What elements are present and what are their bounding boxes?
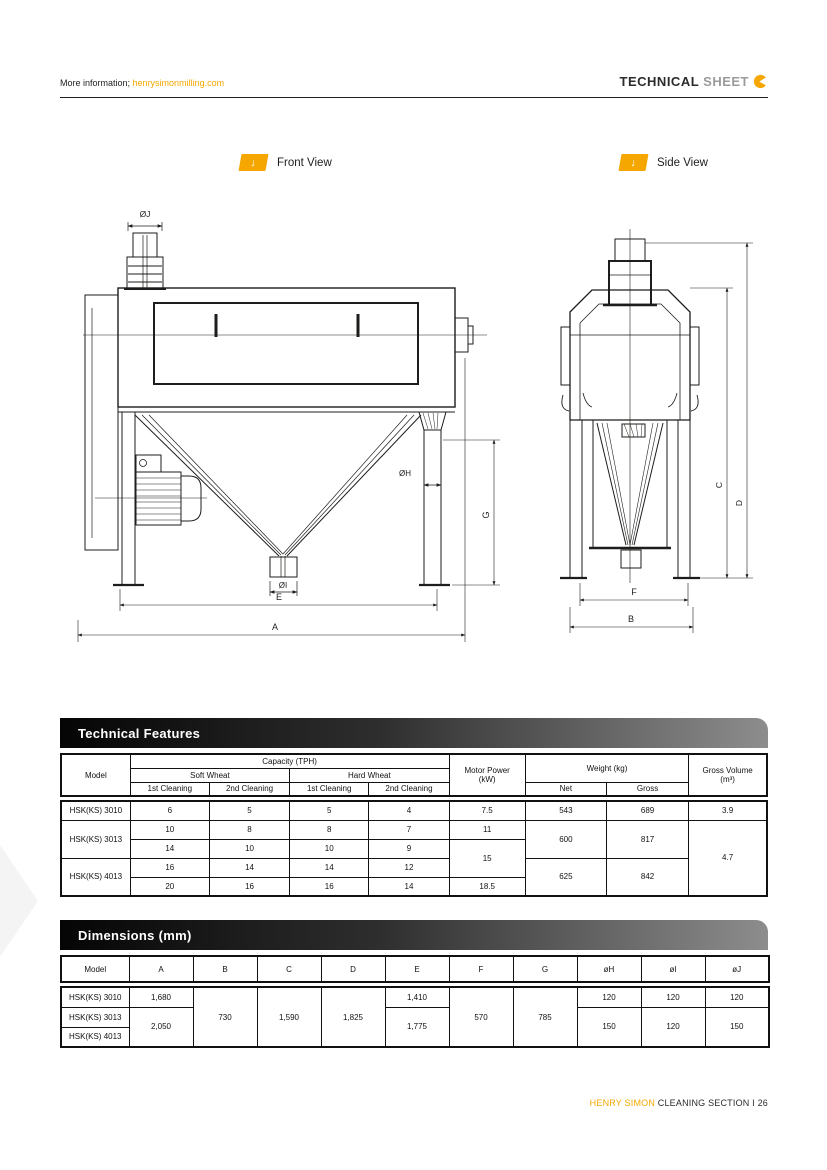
motor-power-line1: Motor Power — [464, 766, 510, 775]
cell-value: 8 — [209, 820, 289, 839]
brand-technical: TECHNICAL — [619, 74, 700, 89]
more-information-text — [60, 78, 224, 88]
cell-value: 1,590 — [257, 987, 321, 1047]
cell-value: 817 — [606, 820, 688, 858]
cell-value: 4 — [369, 801, 449, 820]
col-model: Model — [61, 956, 129, 982]
col-b: B — [193, 956, 257, 982]
label-dim-a: A — [271, 622, 279, 632]
col-1st-cleaning: 1st Cleaning — [290, 782, 369, 796]
label-dim-b: B — [627, 614, 635, 624]
cell-value: 16 — [290, 877, 369, 896]
col-hard-wheat: Hard Wheat — [290, 768, 449, 782]
col-a: A — [129, 956, 193, 982]
label-dim-c: C — [714, 481, 724, 489]
cell-value: 120 — [641, 987, 705, 1007]
col-oh: øH — [577, 956, 641, 982]
cell-value: 16 — [130, 858, 209, 877]
cell-value: 5 — [209, 801, 289, 820]
cell-model: HSK(KS) 4013 — [61, 1027, 129, 1047]
dim-oj — [128, 222, 162, 231]
down-arrow-icon — [619, 154, 649, 171]
cell-value: 570 — [449, 987, 513, 1047]
col-2nd-cleaning: 2nd Cleaning — [369, 782, 449, 796]
down-arrow-icon — [239, 154, 269, 171]
label-dim-d: D — [734, 499, 744, 507]
label-dia-h: ØH — [399, 469, 411, 478]
gross-volume-line1: Gross Volume — [702, 766, 753, 775]
col-gross: Gross — [606, 782, 688, 796]
cell-value: 8 — [290, 820, 369, 839]
col-capacity: Capacity (TPH) — [130, 754, 449, 768]
col-oj: øJ — [705, 956, 769, 982]
cell-value: 120 — [641, 1007, 705, 1047]
cell-value: 543 — [525, 801, 606, 820]
cell-value: 150 — [705, 1007, 769, 1047]
dimensions-title: Dimensions (mm) — [78, 927, 192, 943]
header-divider — [60, 97, 768, 98]
col-1st-cleaning: 1st Cleaning — [130, 782, 209, 796]
cell-value: 785 — [513, 987, 577, 1047]
cell-value: 18.5 — [449, 877, 525, 896]
cell-value: 3.9 — [689, 801, 767, 820]
front-left-channel — [85, 295, 118, 550]
front-motor — [95, 455, 207, 525]
cell-value: 2,050 — [129, 1007, 193, 1047]
col-weight: Weight (kg) — [525, 754, 688, 782]
gross-volume-line2: (m³) — [720, 775, 735, 784]
table-row — [61, 820, 767, 839]
dimensions-table — [60, 955, 770, 1048]
cell-value: 15 — [449, 839, 525, 877]
dim-oh — [424, 479, 441, 491]
dimensions-body — [60, 986, 770, 1048]
front-view-drawing — [75, 200, 505, 660]
cell-value: 1,410 — [385, 987, 449, 1007]
cell-value: 16 — [209, 877, 289, 896]
cell-value: 5 — [290, 801, 369, 820]
table-row — [61, 1007, 769, 1027]
cell-value: 120 — [577, 987, 641, 1007]
col-soft-wheat: Soft Wheat — [130, 768, 289, 782]
cell-value: 1,825 — [321, 987, 385, 1047]
col-f: F — [449, 956, 513, 982]
front-view-tag — [240, 154, 332, 171]
dim-g — [443, 440, 500, 585]
technical-features-band — [60, 718, 768, 748]
table-row — [61, 987, 769, 1007]
cell-value: 730 — [193, 987, 257, 1047]
cell-model: HSK(KS) 3010 — [61, 987, 129, 1007]
page-footer — [590, 1098, 768, 1108]
motor-power-line2: (kW) — [478, 775, 496, 784]
cell-value: 14 — [130, 839, 209, 858]
cell-value: 842 — [606, 858, 688, 896]
label-dim-g: G — [481, 511, 491, 519]
cell-value: 10 — [130, 820, 209, 839]
cell-value: 120 — [705, 987, 769, 1007]
cell-value: 10 — [209, 839, 289, 858]
cell-value: 9 — [369, 839, 449, 858]
brand-sheet: SHEET — [703, 74, 749, 89]
side-view-drawing — [545, 215, 780, 660]
dim-d — [645, 243, 753, 578]
side-view-tag — [620, 154, 708, 171]
col-gross-volume — [689, 754, 767, 796]
front-inlet-pipe — [124, 233, 166, 289]
label-dia-j: ØJ — [139, 209, 151, 219]
cell-value: 20 — [130, 877, 209, 896]
technical-features-title: Technical Features — [78, 725, 201, 741]
front-view-label: Front View — [277, 156, 332, 169]
table-row — [61, 801, 767, 820]
cell-model: HSK(KS) 4013 — [61, 858, 130, 896]
technical-features-table — [60, 753, 768, 897]
cell-model: HSK(KS) 3013 — [61, 820, 130, 858]
cell-value: 4.7 — [689, 820, 767, 896]
cell-model: HSK(KS) 3013 — [61, 1007, 129, 1027]
cell-value: 6 — [130, 801, 209, 820]
col-model: Model — [61, 754, 130, 796]
cell-value: 11 — [449, 820, 525, 839]
watermark-chevron — [0, 845, 38, 957]
more-info-label: More information; — [60, 78, 131, 88]
cell-value: 625 — [525, 858, 606, 896]
cell-model: HSK(KS) 3010 — [61, 801, 130, 820]
cell-value: 7 — [369, 820, 449, 839]
col-2nd-cleaning: 2nd Cleaning — [209, 782, 289, 796]
front-body — [83, 288, 487, 412]
label-dia-i: ØI — [278, 581, 288, 590]
cell-value: 10 — [290, 839, 369, 858]
cell-value: 14 — [369, 877, 449, 896]
cell-value: 14 — [209, 858, 289, 877]
down-arrow-glyph: ↓ — [249, 156, 258, 169]
dimensions-header — [60, 955, 770, 983]
col-oi: øI — [641, 956, 705, 982]
brand-wordmark — [620, 74, 768, 89]
cell-value: 12 — [369, 858, 449, 877]
technical-features-body — [60, 800, 768, 897]
col-d: D — [321, 956, 385, 982]
cell-value: 150 — [577, 1007, 641, 1047]
col-motor-power — [449, 754, 525, 796]
side-view-label: Side View — [657, 156, 708, 169]
label-dim-f: F — [631, 587, 637, 597]
table-row — [61, 858, 767, 877]
col-net: Net — [525, 782, 606, 796]
technical-features-header — [60, 753, 768, 797]
front-outlet-pipe — [419, 412, 446, 585]
col-c: C — [257, 956, 321, 982]
cell-value: 600 — [525, 820, 606, 858]
footer-brand: HENRY SIMON — [589, 1098, 656, 1108]
cell-value: 1,775 — [385, 1007, 449, 1047]
label-dim-e: E — [275, 592, 283, 602]
col-e: E — [385, 956, 449, 982]
dimensions-band — [60, 920, 768, 950]
footer-section-page: CLEANING SECTION I 26 — [657, 1098, 768, 1108]
col-g: G — [513, 956, 577, 982]
cell-value: 689 — [606, 801, 688, 820]
cell-value: 7.5 — [449, 801, 525, 820]
dim-c — [690, 288, 733, 578]
cell-value: 14 — [290, 858, 369, 877]
down-arrow-glyph: ↓ — [629, 156, 638, 169]
website-link[interactable]: henrysimonmilling.com — [132, 78, 225, 88]
cell-value: 1,680 — [129, 987, 193, 1007]
henry-simon-logo-icon — [753, 74, 768, 89]
